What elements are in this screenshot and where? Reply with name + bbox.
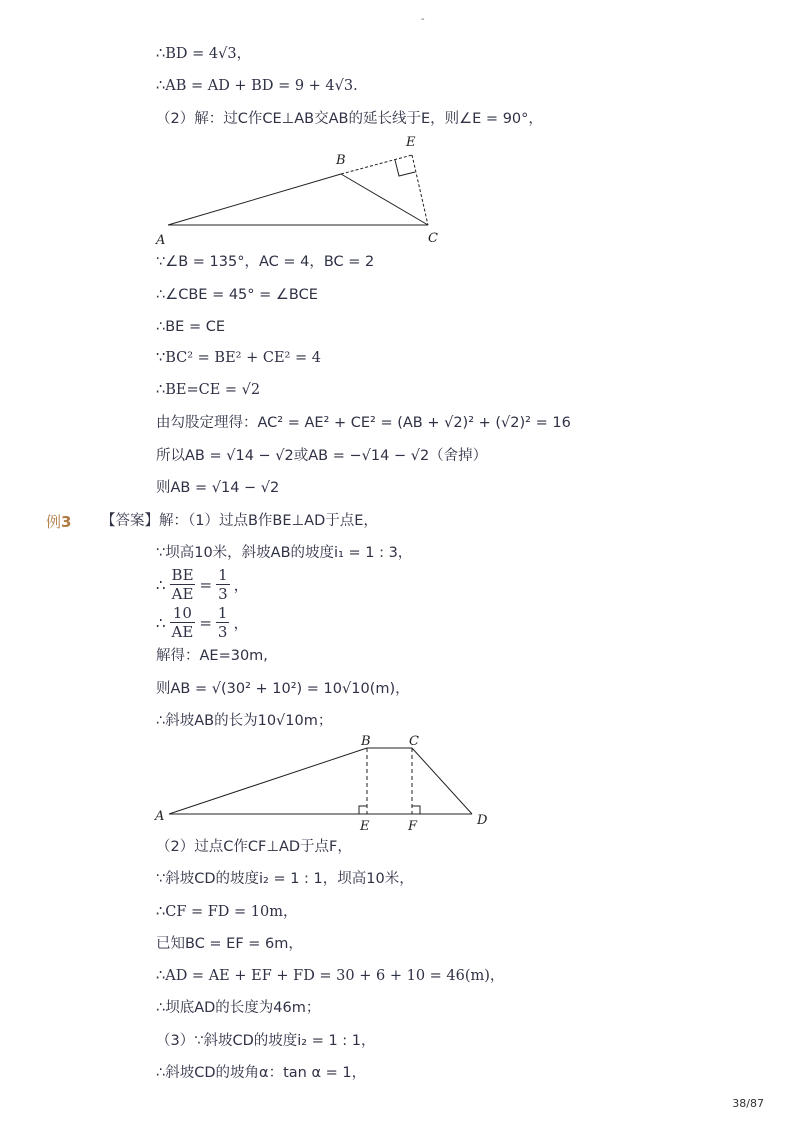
line-ab-length: 则AB = √(30² + 10²) = 10√10(m)， (156, 681, 410, 697)
line-dam-height: ∵坝高10米，斜坡AB的坡度i₁ = 1 : 3， (156, 545, 413, 561)
right-angle-mark-f (412, 806, 420, 814)
segment-cd (412, 748, 472, 814)
label-f: F (408, 819, 418, 834)
line-be-ce-value: ∴BE=CE = √2 (156, 382, 261, 398)
figure-trapezoid-dam (150, 732, 500, 837)
right-angle-mark-e (395, 160, 415, 176)
page-number: 38/87 (732, 1097, 764, 1110)
fraction-10-ae: ∴ $\frac{10}{AE}$ = $\frac{1}{3}$ ， (156, 604, 249, 641)
label-c: C (428, 231, 438, 246)
label-d: D (477, 813, 488, 828)
label-a: A (155, 809, 165, 824)
line-ab-solutions: 所以AB = √14 − √2或AB = −√14 − √2（舍掉） (156, 448, 488, 464)
label-b: B (336, 153, 346, 168)
segment-bc (341, 174, 428, 225)
line-part2-intro: （2）解：过C作CE⊥AB交AB的延长线于E，则∠E = 90°， (156, 111, 543, 127)
label-a: A (156, 233, 166, 248)
line-part2-cf: （2）过点C作CF⊥AD于点F， (156, 839, 352, 855)
header-mark: - (421, 14, 425, 25)
label-e: E (406, 135, 416, 150)
line-part3-intro: （3）∵斜坡CD的坡度i₂ = 1 : 1， (156, 1033, 376, 1049)
line-bc-ef: 已知BC = EF = 6m， (156, 936, 303, 952)
segment-ab (168, 174, 341, 225)
line-bd: ∴BD = 4√3， (156, 46, 252, 62)
label-e: E (360, 819, 370, 834)
line-ab-conclusion: ∴斜坡AB的长为10√10m； (156, 713, 333, 729)
line-ab: ∴AB = AD + BD = 9 + 4√3. (156, 78, 358, 94)
label-c: C (409, 734, 419, 749)
line-cd-slope: ∵斜坡CD的坡度i₂ = 1 : 1，坝高10米， (156, 871, 414, 887)
line-given: ∵∠B = 135°，AC = 4，BC = 2 (156, 254, 375, 270)
line-tan-alpha: ∴斜坡CD的坡角α：tan α = 1， (156, 1065, 367, 1081)
line-ad-conclusion: ∴坝底AD的长度为46m； (156, 1000, 321, 1016)
example-label: 例3 (46, 513, 72, 531)
segment-ec-dashed (412, 155, 428, 225)
line-ab-result: 则AB = √14 − √2 (156, 480, 280, 496)
fraction-be-ae: ∴ $\frac{BE}{AE}$ = $\frac{1}{3}$ ， (156, 566, 249, 603)
line-ex3-answer: 【答案】解：（1）过点B作BE⊥AD于点E， (101, 513, 378, 529)
line-pythagoras: 由勾股定理得：AC² = AE² + CE² = (AB + √2)² + (√2)² = 16 (156, 415, 571, 431)
line-cf-fd: ∴CF = FD = 10m， (156, 904, 298, 920)
figure-triangle-abc (150, 130, 450, 250)
segment-be-dashed (341, 155, 412, 174)
line-be-ce: ∴BE = CE (156, 319, 225, 335)
line-angle-cbe: ∴∠CBE = 45° = ∠BCE (156, 287, 318, 303)
right-angle-mark-e (359, 806, 367, 814)
line-ad-sum: ∴AD = AE + EF + FD = 30 + 6 + 10 = 46(m)， (156, 968, 505, 984)
line-ae-result: 解得：AE=30m, (156, 648, 268, 664)
label-b: B (361, 734, 371, 749)
segment-ab (169, 748, 367, 814)
line-bc-squared: ∵BC² = BE² + CE² = 4 (156, 350, 321, 366)
